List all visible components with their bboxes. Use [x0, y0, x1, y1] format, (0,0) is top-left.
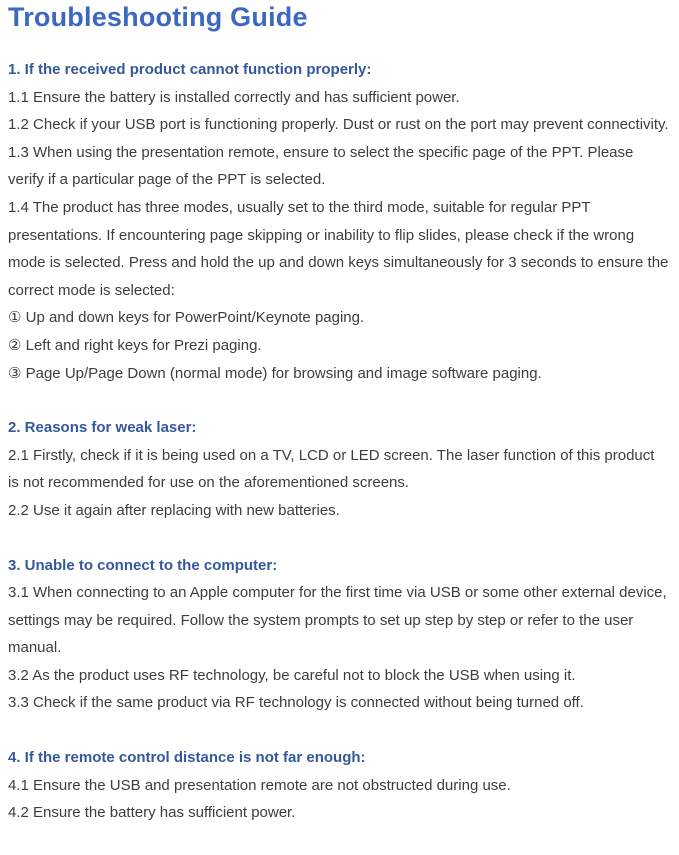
mode-list-item-3: ③ Page Up/Page Down (normal mode) for browsing and image software paging. [8, 364, 542, 382]
section-2-heading: 2. Reasons for weak laser: [8, 419, 197, 437]
mode-list-item-1: ① Up and down keys for PowerPoint/Keynote paging. [8, 309, 365, 327]
item-1-2: 1.2 Check if your USB port is functioning properly. Dust or rust on the port may prevent connectivity. [8, 116, 669, 134]
item-1-4: 1.4 The product has three modes, usually set to the third mode, suitable for regular PPT presentations. If encountering page skipping or inability to flip slides, please check if the wrong mode is selected. Press and hold the up and down keys simultaneously for 3 seconds to ensure the correct mode is selected: [8, 198, 669, 299]
item-3-3: 3.3 Check if the same product via RF technology is connected without being turned off. [8, 694, 584, 712]
item-4-2: 4.2 Ensure the battery has sufficient power. [8, 804, 296, 822]
item-3-1: 3.1 When connecting to an Apple computer for the first time via USB or some other external device, settings may be required. Follow the system prompts to set up step by step or refer to the user manual. [8, 584, 667, 657]
item-3-2: 3.2 As the product uses RF technology, be careful not to block the USB when using it. [8, 666, 576, 684]
item-2-1: 2.1 Firstly, check if it is being used on a TV, LCD or LED screen. The laser function of this product is not recommended for use on the aforementioned screens. [8, 446, 655, 492]
item-4-1: 4.1 Ensure the USB and presentation remote are not obstructed during use. [8, 776, 511, 794]
item-1-3: 1.3 When using the presentation remote, ensure to select the specific page of the PPT. Please verify if a particular page of the PPT is selected. [8, 143, 634, 189]
section-1-heading: 1. If the received product cannot function properly: [8, 61, 372, 78]
section-product-cannot-function [8, 56, 669, 387]
section-4-heading: 4. If the remote control distance is not far enough: [8, 749, 366, 767]
item-1-1: 1.1 Ensure the battery is installed correctly and has sufficient power. [8, 88, 460, 106]
section-weak-laser [8, 414, 669, 524]
section-3-heading: 3. Unable to connect to the computer: [8, 556, 278, 574]
section-unable-to-connect [8, 552, 669, 718]
section-remote-distance [8, 744, 669, 827]
item-2-2: 2.2 Use it again after replacing with new batteries. [8, 501, 340, 519]
page-title: Troubleshooting Guide [8, 2, 308, 32]
mode-list-item-2: ② Left and right keys for Prezi paging. [8, 336, 262, 354]
